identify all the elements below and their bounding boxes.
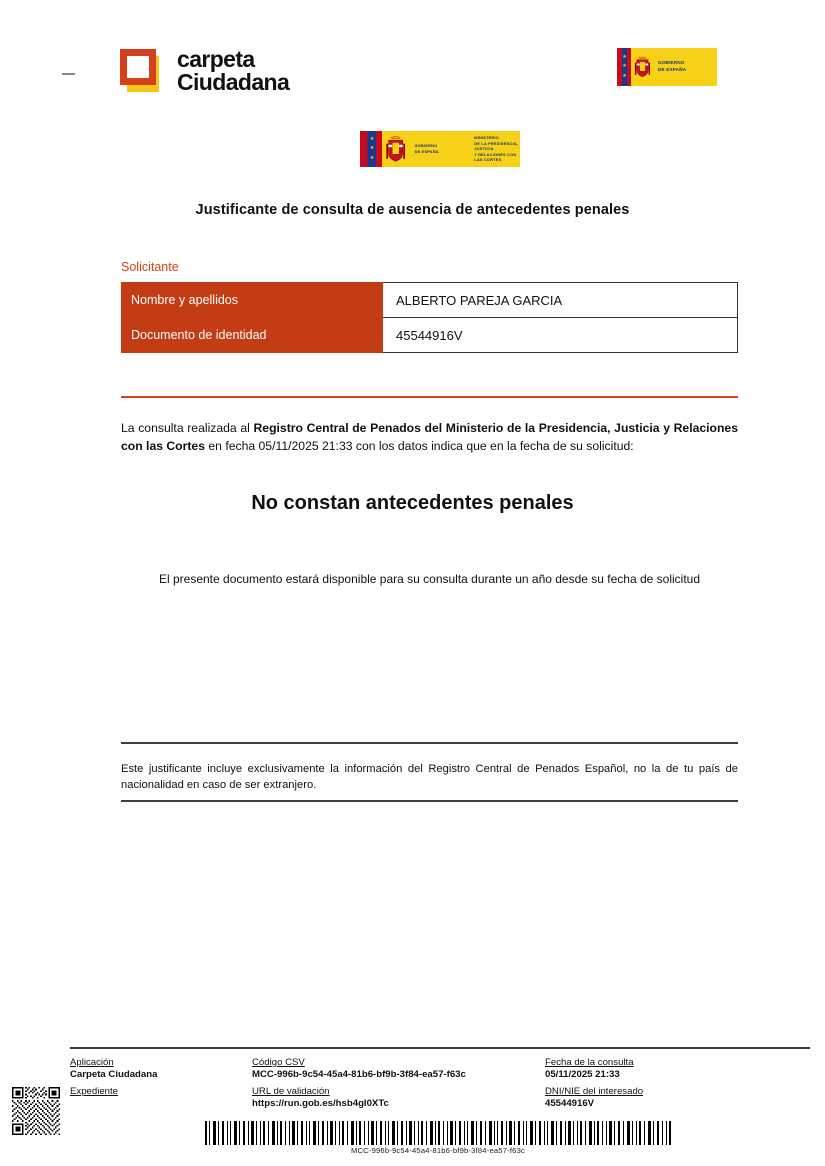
section-label-solicitante: Solicitante — [121, 260, 179, 274]
carpeta-ciudadana-wordmark — [177, 48, 289, 95]
footer-column-application — [70, 1057, 250, 1103]
result-statement: No constan antecedentes penales — [251, 492, 574, 514]
divider-disclaimer-top — [121, 742, 738, 744]
row-value-nombre: ALBERTO PAREJA GARCIA — [383, 283, 738, 318]
ministerio-line-2: DE LA PRESIDENCIA, JUSTICIA — [474, 140, 519, 152]
value-fecha-consulta: 05/11/2025 21:33 — [545, 1069, 620, 1080]
label-aplicacion: Aplicación — [70, 1057, 114, 1068]
label-codigo-csv: Código CSV — [252, 1057, 305, 1068]
consulta-prefix: La consulta realizada al — [121, 421, 254, 435]
disclaimer-text: Este justificante incluye exclusivamente la información del Registro Central de Penados Español, no la de tu país de nacionalidad en caso de ser extranjero. — [121, 763, 738, 791]
page-title: Justificante de consulta de ausencia de antecedentes penales — [195, 202, 630, 218]
logo-line-2: Ciudadana — [177, 69, 290, 96]
consulta-suffix: en fecha 05/11/2025 21:33 con los datos indica que en la fecha de su solicitud: — [205, 438, 634, 453]
gobierno-line-2: DE ESPAÑA — [658, 67, 687, 72]
ministerio-line-3: Y RELACIONES CON LAS CORTES — [474, 151, 517, 163]
barcode-caption: MCC-996b-9c54-45a4-81b6-bf9b-3f84-ea57-f63c — [350, 1146, 526, 1155]
ministerio-gobierno-text — [410, 131, 461, 167]
label-dni-interesado: DNI/NIE del interesado — [545, 1086, 644, 1097]
applicant-table — [121, 282, 738, 353]
qr-code-icon[interactable] — [12, 1087, 60, 1135]
table-row — [122, 283, 738, 318]
coat-of-arms-icon — [631, 48, 653, 86]
margin-tick — [62, 73, 75, 75]
barcode-block — [203, 1121, 673, 1155]
label-expediente: Expediente — [70, 1086, 119, 1097]
footer-column-csv — [252, 1057, 542, 1115]
gobierno-emblem-text — [653, 48, 717, 86]
ministerio-name-text — [469, 131, 520, 167]
consulta-paragraph — [121, 420, 738, 455]
label-url-validacion: URL de validación — [252, 1086, 330, 1097]
divider-disclaimer-bottom — [121, 800, 738, 802]
label-fecha-consulta: Fecha de la consulta — [545, 1057, 634, 1068]
gobierno-de-espana-emblem — [617, 48, 717, 86]
availability-note: El presente documento estará disponible para su consulta durante un año desde su fecha de solicitud — [158, 572, 701, 586]
footer-column-consulta — [545, 1057, 810, 1115]
ministerio-emblem — [360, 131, 520, 167]
divider-after-table — [121, 396, 738, 398]
consulta-registry-name: Registro Central de Penados del Ministerio de la Presidencia, Justicia y Relaciones con las Cortes — [121, 421, 738, 453]
ministerio-gob-line-1: GOBIERNO — [414, 143, 438, 149]
gobierno-line-1: GOBIERNO — [658, 60, 685, 66]
divider-footer — [70, 1047, 810, 1049]
value-url-validacion[interactable]: https://run.gob.es/hsb4gI0XTc — [252, 1098, 389, 1109]
flag-bar-icon: ★ ★ ★ — [360, 131, 382, 167]
value-aplicacion: Carpeta Ciudadana — [70, 1069, 158, 1080]
carpeta-ciudadana-logo — [120, 48, 289, 95]
row-value-documento: 45544916V — [383, 318, 738, 353]
barcode-image — [203, 1121, 673, 1145]
flag-bar-icon: ★ ★ ★ — [617, 48, 631, 86]
logo-line-1: carpeta — [177, 46, 255, 72]
row-label-documento: Documento de identidad — [122, 318, 383, 353]
ministerio-gob-line-2: DE ESPAÑA — [414, 149, 439, 154]
coat-of-arms-icon — [382, 131, 409, 167]
row-label-nombre: Nombre y apellidos — [122, 283, 383, 318]
footer-metadata — [70, 1057, 810, 1127]
table-row — [122, 318, 738, 353]
value-dni-interesado: 45544916V — [545, 1098, 595, 1109]
carpeta-ciudadana-mark-icon — [120, 49, 164, 93]
value-codigo-csv: MCC-996b-9c54-45a4-81b6-bf9b-3f84-ea57-f63c — [252, 1069, 466, 1080]
ministerio-line-1: MINISTERIO — [474, 134, 499, 140]
